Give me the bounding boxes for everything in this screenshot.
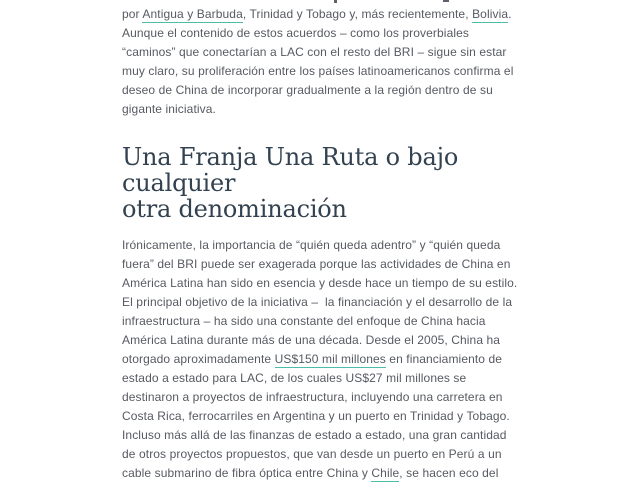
heading-line: Una Franja Una Ruta o bajo cualquier [122, 143, 459, 197]
link-chile[interactable]: Chile [371, 466, 400, 480]
paragraph-financiacion [122, 293, 552, 426]
text-line: América Latina durante más de una década. Desde el 2005, China ha [122, 333, 501, 347]
link-us150-mil-millones[interactable]: US$150 mil millones [274, 352, 386, 366]
text-line: muy claro, su proliferación entre los países latinoamericanos confirma el [122, 64, 514, 78]
text-segment: otorgado aproximadamente [122, 352, 275, 366]
text-line: El principal objetivo de la iniciativa – la financiación y el desarrollo de la [122, 295, 513, 309]
text-line [122, 464, 552, 483]
paragraph-mou-countries [122, 5, 552, 119]
text-line: Costa Rica, ferrocarriles en Argentina y un puerto en Trinidad y Tobago. [122, 409, 510, 423]
text-line: gigante iniciativa. [122, 102, 216, 116]
text-segment: , se hacen eco del [399, 466, 499, 480]
text-segment: . [508, 7, 512, 21]
text-line [122, 5, 552, 24]
text-line: Incluso más allá de las finanzas de estado a estado, una gran cantidad [122, 428, 507, 442]
text-line [122, 350, 552, 369]
text-line: infraestructura – ha sido una constante del enfoque de China hacia [122, 314, 486, 328]
text-segment: cable submarino de fibra óptica entre China y [122, 466, 372, 480]
text-line: “caminos” que conectarían a LAC con el resto del BRI – sigue sin estar [122, 45, 507, 59]
text-line: América Latina han sido en esencia y desde hace un tiempo de su estilo. [122, 276, 518, 290]
text-line: Irónicamente, la importancia de “quién queda adentro” y “quién queda [122, 238, 501, 252]
paragraph-proyectos [122, 426, 552, 483]
paragraph-ironia [122, 236, 552, 293]
text-line: deseo de China de incorporar gradualmente a la región dentro de su [122, 83, 493, 97]
heading-line: otra denominación [122, 195, 347, 223]
text-segment: en financiamiento de [385, 352, 503, 366]
link-bolivia[interactable]: Bolivia [472, 7, 509, 21]
text-line: estado a estado para LAC, de los cuales US$27 mil millones se [122, 371, 467, 385]
text-line: de otros proyectos propuestos, que van desde un puerto en Perú a un [122, 447, 502, 461]
text-line: destinaron a proyectos de infraestructura, incluyendo una carretera en [122, 390, 503, 404]
section-heading [122, 144, 552, 222]
link-antigua-y-barbuda[interactable]: Antigua y Barbuda [142, 7, 243, 21]
text-line: fuera” del BRI puede ser exagerada porque las actividades de China en [122, 257, 511, 271]
text-segment: por [122, 7, 143, 21]
text-segment: , Trinidad y Tobago y, más recientemente, [242, 7, 473, 21]
article-body [122, 0, 552, 483]
text-line: Aunque el contenido de estos acuerdos – como los proverbiales [122, 26, 469, 40]
